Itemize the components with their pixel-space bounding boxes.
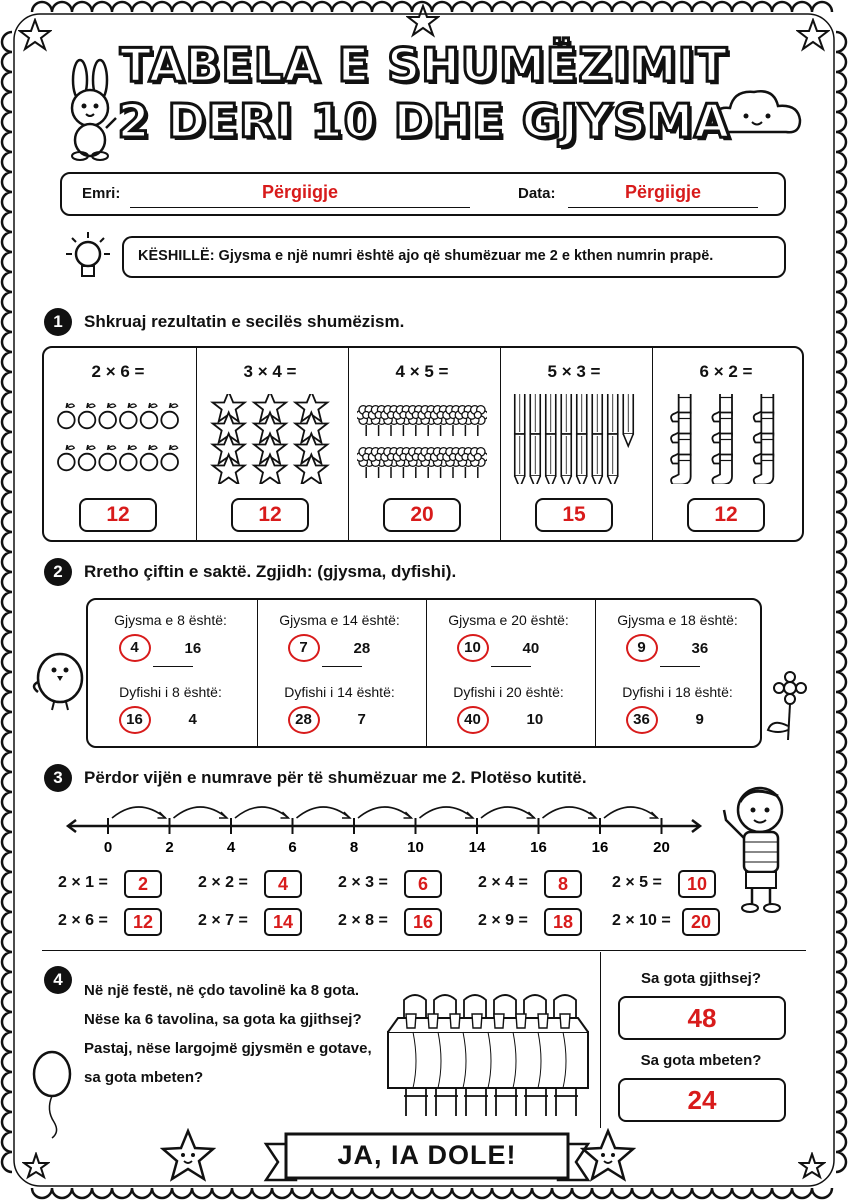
- star-icon: [295, 455, 327, 485]
- apple-icon: [58, 403, 75, 428]
- name-label: Emri:: [82, 185, 121, 202]
- glass-icon: [472, 1014, 482, 1028]
- circled-correct-answer[interactable]: 36: [626, 706, 658, 734]
- number-line: [60, 796, 710, 856]
- circled-correct-answer[interactable]: 4: [119, 634, 151, 662]
- answer-box[interactable]: 14: [264, 908, 302, 936]
- section-number: 2: [44, 558, 72, 586]
- section-title: Rretho çiftin e saktë. Zgjidh: (gjysma, dyfishi).: [84, 562, 457, 581]
- answer-option[interactable]: 40: [522, 640, 540, 657]
- flower-icon: [357, 394, 487, 484]
- star-doodle-icon: [22, 1152, 50, 1180]
- glass-icon: [494, 1014, 504, 1028]
- name-field[interactable]: Përgiigje: [130, 180, 470, 208]
- half-question: Gjysma e 8 është:: [114, 612, 227, 628]
- flower-doodle-icon: [764, 670, 810, 744]
- circled-correct-answer[interactable]: 28: [288, 706, 320, 734]
- double-question: Dyfishi i 18 është:: [622, 684, 733, 700]
- multiplication-equation: 2 × 7 =: [198, 912, 248, 929]
- apple-icon: [99, 445, 116, 470]
- separator-line: [660, 666, 700, 667]
- answer-box[interactable]: 12: [124, 908, 162, 936]
- answer-option[interactable]: 10: [526, 711, 544, 728]
- answer-box[interactable]: 12: [231, 498, 309, 532]
- answer-option[interactable]: 4: [188, 711, 197, 728]
- section-title: Shkruaj rezultatin e secilës shumëzism.: [84, 312, 405, 331]
- jump-arc: [543, 807, 597, 818]
- section-number: 1: [44, 308, 72, 336]
- jump-arc: [604, 807, 658, 818]
- multiplication-equation: 2 × 10 =: [612, 912, 671, 929]
- multiplication-equation: 2 × 3 =: [338, 874, 388, 891]
- jump-arc: [358, 807, 412, 818]
- apple-icon: [99, 403, 116, 428]
- star-icon: [213, 455, 245, 485]
- number-line-label: 16: [591, 839, 609, 856]
- jump-arc: [174, 807, 228, 818]
- half-question: Gjysma e 18 është:: [617, 612, 738, 628]
- star-doodle-icon: [798, 1152, 826, 1180]
- boy-pointing-icon: [716, 776, 802, 916]
- multiplication-equation: 2 × 2 =: [198, 874, 248, 891]
- section-number: 4: [44, 966, 72, 994]
- flower-icon: [468, 448, 487, 478]
- lightbulb-icon: [62, 228, 114, 292]
- pencil-icon: [561, 434, 571, 484]
- apple-icon: [141, 445, 158, 470]
- circled-correct-answer[interactable]: 7: [288, 634, 320, 662]
- apple-icon: [120, 445, 137, 470]
- multiplication-equation: 2 × 8 =: [338, 912, 388, 929]
- story-line: Nëse ka 6 tavolina, sa gota ka gjithsej?: [84, 1011, 362, 1028]
- answer-option[interactable]: 7: [357, 711, 366, 728]
- pencil-icon: [592, 434, 602, 484]
- number-line-label: 4: [226, 839, 236, 856]
- circled-correct-answer[interactable]: 10: [457, 634, 489, 662]
- multiplication-equation: 2 × 6 =: [91, 362, 145, 381]
- multiplication-equation: 5 × 3 =: [547, 362, 601, 381]
- double-question: Dyfishi i 20 është:: [453, 684, 564, 700]
- number-line-label: 20: [653, 839, 670, 856]
- answer-box[interactable]: 6: [404, 870, 442, 898]
- answer-option[interactable]: 36: [691, 640, 709, 657]
- jump-arc: [297, 807, 351, 818]
- apple-icon: [120, 403, 137, 428]
- question-total-label: Sa gota gjithsej?: [640, 970, 761, 987]
- apple-icon: [79, 403, 96, 428]
- smiling-star-icon: [160, 1128, 216, 1184]
- star-icon: [254, 455, 286, 485]
- glass-icon: [538, 1014, 548, 1028]
- number-line-label: 2: [165, 839, 174, 856]
- title-line-2: 2 DERI 10 DHE GJYSMA: [117, 94, 731, 148]
- jump-arc: [420, 807, 474, 818]
- date-label: Data:: [518, 185, 556, 202]
- pencil-icon: [515, 434, 525, 484]
- apple-icon: [161, 445, 178, 470]
- apple-icon: [161, 403, 178, 428]
- date-field[interactable]: Përgiigje: [568, 180, 758, 208]
- answer-box[interactable]: 20: [383, 498, 461, 532]
- remaining-glasses-answer[interactable]: 24: [618, 1078, 786, 1122]
- balloon-icon: [24, 1050, 80, 1140]
- number-line-label: 0: [103, 839, 113, 856]
- multiplication-equation: 2 × 9 =: [478, 912, 528, 929]
- answer-box[interactable]: 4: [264, 870, 302, 898]
- jump-arc: [112, 807, 166, 818]
- total-glasses-answer[interactable]: 48: [618, 996, 786, 1040]
- star-doodle-icon: [406, 4, 440, 38]
- number-line-label: 10: [407, 839, 424, 856]
- half-question: Gjysma e 20 është:: [448, 612, 569, 628]
- number-line-label: 14: [468, 839, 486, 856]
- multiplication-equation: 2 × 4 =: [478, 874, 528, 891]
- multiplication-equation: 2 × 6 =: [58, 912, 108, 929]
- answer-box[interactable]: 12: [687, 498, 765, 532]
- answer-box[interactable]: 2: [124, 870, 162, 898]
- number-line-label: 8: [349, 839, 359, 856]
- separator-line: [322, 666, 362, 667]
- star-icon: [205, 394, 335, 484]
- pencil-icon: [546, 434, 556, 484]
- answer-box[interactable]: 12: [79, 498, 157, 532]
- answer-box[interactable]: 18: [544, 908, 582, 936]
- answer-box[interactable]: 10: [678, 870, 716, 898]
- separator-line: [491, 666, 531, 667]
- multiplication-equation: 6 × 2 =: [699, 362, 753, 381]
- answer-box[interactable]: 16: [404, 908, 442, 936]
- question-remaining-label: Sa gota mbeten?: [640, 1052, 762, 1069]
- circled-correct-answer[interactable]: 40: [457, 706, 489, 734]
- double-question: Dyfishi i 8 është:: [119, 684, 222, 700]
- answer-divider: [600, 952, 601, 1128]
- answer-box[interactable]: 15: [535, 498, 613, 532]
- circled-correct-answer[interactable]: 16: [119, 706, 151, 734]
- answer-box[interactable]: 8: [544, 870, 582, 898]
- apple-icon: [53, 394, 183, 484]
- separator-line: [153, 666, 193, 667]
- answer-option[interactable]: 28: [353, 640, 371, 657]
- multiplication-equation: 2 × 5 =: [612, 874, 662, 891]
- jump-arc: [235, 807, 289, 818]
- story-line: Pastaj, nëse largojmë gjysmën e gotave,: [84, 1040, 372, 1057]
- chick-icon: [28, 636, 88, 712]
- half-question: Gjysma e 14 është:: [279, 612, 400, 628]
- answer-box[interactable]: 20: [682, 908, 720, 936]
- glass-icon: [450, 1014, 460, 1028]
- section-divider: [42, 950, 806, 951]
- pencil-icon: [608, 434, 618, 484]
- answer-option[interactable]: 16: [184, 640, 202, 657]
- story-line: sa gota mbeten?: [84, 1069, 204, 1086]
- number-line-label: 6: [288, 839, 297, 856]
- jump-arc: [481, 807, 535, 818]
- multiplication-equation: 3 × 4 =: [243, 362, 297, 381]
- glass-icon: [406, 1014, 416, 1028]
- apple-icon: [58, 445, 75, 470]
- multiplication-equation: 4 × 5 =: [395, 362, 449, 381]
- section-number: 3: [44, 764, 72, 792]
- footer-banner-text: JA, IA DOLE!: [337, 1140, 517, 1170]
- number-line-label: 16: [530, 839, 547, 856]
- pencil-icon: [577, 434, 587, 484]
- pencil-icon: [509, 394, 639, 484]
- smiling-star-icon: [580, 1128, 636, 1184]
- party-table-icon: [384, 992, 592, 1122]
- glass-icon: [560, 1014, 570, 1028]
- section-title: Përdor vijën e numrave për të shumëzuar me 2. Plotëso kutitë.: [84, 768, 587, 787]
- flower-icon: [468, 406, 487, 436]
- apple-icon: [79, 445, 96, 470]
- apple-icon: [141, 403, 158, 428]
- multiplication-equation: 2 × 1 =: [58, 874, 108, 891]
- tip-text: KËSHILLË: Gjysma e një numri është ajo që shumëzuar me 2 e kthen numrin prapë.: [138, 248, 714, 264]
- double-question: Dyfishi i 14 është:: [284, 684, 395, 700]
- glass-icon: [428, 1014, 438, 1028]
- glass-icon: [516, 1014, 526, 1028]
- answer-option[interactable]: 9: [695, 711, 704, 728]
- circled-correct-answer[interactable]: 9: [626, 634, 658, 662]
- pencil-icon: [530, 434, 540, 484]
- story-line: Në një festë, në çdo tavolinë ka 8 gota.: [84, 982, 360, 999]
- sock-icon: [661, 394, 791, 484]
- pencil-icon: [623, 394, 633, 446]
- title-line-1: TABELA E SHUMËZIMIT: [119, 38, 729, 92]
